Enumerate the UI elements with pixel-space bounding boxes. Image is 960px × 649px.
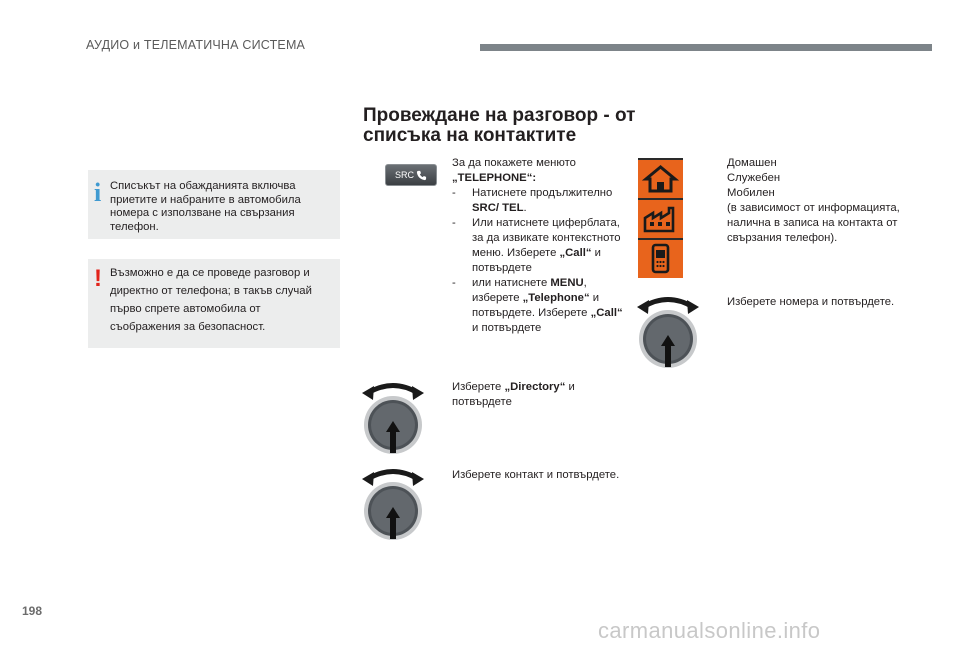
info-note-text: Списъкът на обажданията включва приетите и набраните в автомобила номера с използване на свързания телефон. xyxy=(110,180,301,233)
rotary-knob-icon xyxy=(360,380,426,456)
list-item: - Натиснете продължително SRC/ TEL. xyxy=(452,187,613,214)
warning-note-text: Възможно е да се проведе разговор и директно от телефона; в такъв случай първо спрете автомобила от съображения за безопасност. xyxy=(110,267,312,333)
rotary-knob-icon xyxy=(635,294,701,370)
watermark: carmanualsonline.info xyxy=(598,618,821,643)
warning-icon: ! xyxy=(94,265,102,292)
list-item: Домашен xyxy=(727,157,777,169)
phone-handset-icon xyxy=(416,170,427,181)
phone-type-icons xyxy=(638,158,683,278)
contact-instruction: Изберете контакт и потвърдете. xyxy=(452,469,620,481)
page-number: 198 xyxy=(22,604,43,618)
list-item: (в зависимост от информацията, налична в записа на контакта от свързания телефон). xyxy=(727,202,900,244)
header-bar xyxy=(480,44,932,51)
info-note xyxy=(88,170,340,239)
show-menu-intro: За да покажете менюто xyxy=(452,157,576,169)
info-icon: i xyxy=(94,178,102,207)
src-tel-button xyxy=(385,164,437,186)
home-icon xyxy=(638,160,683,198)
show-menu-instructions xyxy=(452,156,632,336)
section-title: Провеждане на разговор - от списъка на контактите xyxy=(363,105,636,146)
directory-instruction: Изберете „Directory“ и потвърдете xyxy=(452,381,575,408)
src-label: SRC xyxy=(394,170,414,180)
select-number-instruction: Изберете номера и потвърдете. xyxy=(727,296,895,308)
warning-note xyxy=(88,259,340,348)
list-item: Мобилен xyxy=(727,187,775,199)
factory-icon xyxy=(638,200,683,238)
phone-type-list xyxy=(727,156,907,246)
list-item: - или натиснете MENU, изберете „Telephone“ и потвърдете. Изберете „Call“ и потвърдете xyxy=(452,277,623,334)
telephone-menu-name: „TELEPHONE“: xyxy=(452,172,537,184)
header-title: АУДИО и ТЕЛЕМАТИЧНА СИСТЕМА xyxy=(86,38,306,52)
mobile-phone-icon xyxy=(638,240,683,278)
list-item: - Или натиснете циферблата, за да извикате контекстното меню. Изберете „Call“ и потвърдете xyxy=(452,217,621,274)
list-item: Служебен xyxy=(727,172,781,184)
rotary-knob-icon xyxy=(360,466,426,542)
